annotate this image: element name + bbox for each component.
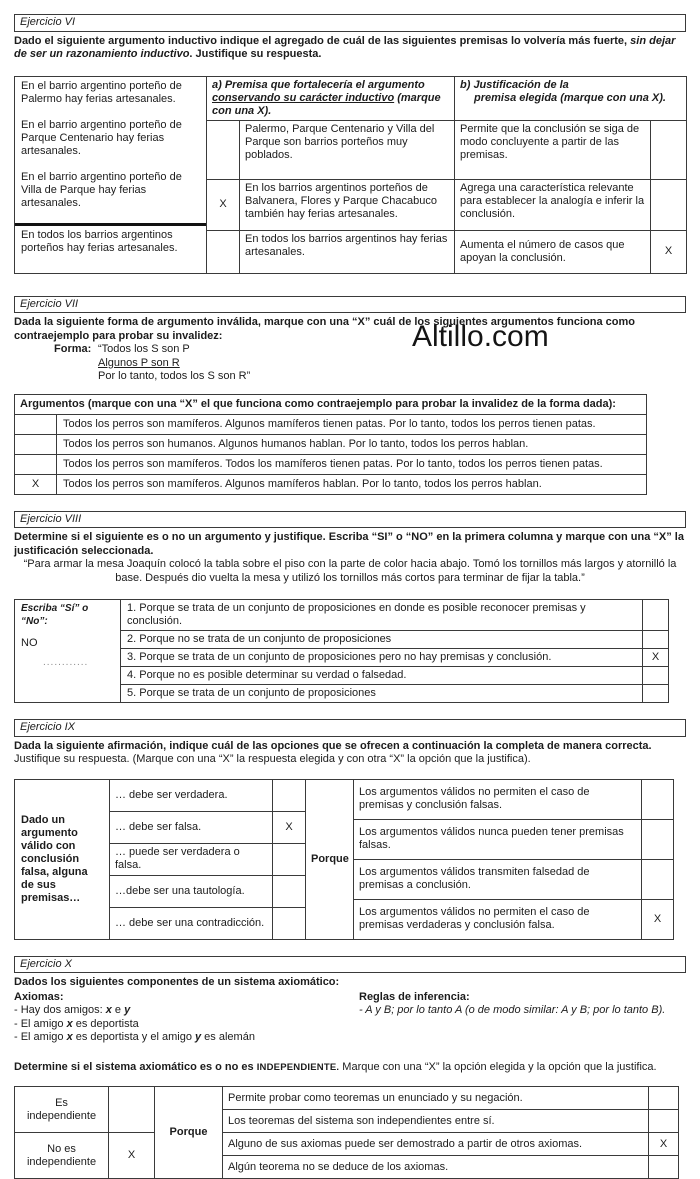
axiom-3 bbox=[14, 1031, 359, 1045]
exercise-x-options-table bbox=[14, 1086, 155, 1179]
exercise-viii-title: Ejercicio VIII bbox=[14, 511, 686, 529]
mark-cell bbox=[642, 819, 674, 859]
argument-option: Todos los perros son mamíferos. Algunos mamíferos tienen patas. Por lo tanto, todos los perros tienen patas. bbox=[57, 414, 647, 434]
premise-option: Palermo, Parque Centenario y Villa del Parque son barrios porteños muy poblados. bbox=[240, 120, 455, 179]
table-row bbox=[15, 434, 647, 454]
axiomatic-system-components bbox=[14, 991, 686, 1045]
mark-cell bbox=[109, 1087, 155, 1133]
justification-option: 3. Porque se trata de un conjunto de proposiciones pero no hay premisas y conclusión. bbox=[121, 649, 643, 667]
axiom-1-var2: y bbox=[124, 1004, 131, 1016]
mark-cell bbox=[649, 1110, 679, 1133]
exercise-vii-table bbox=[14, 394, 647, 495]
premise-option: En los barrios argentinos porteños de Balvanera, Flores y Parque Chacabuco también hay ferias artesanales. bbox=[240, 179, 455, 230]
form-line-3: Por lo tanto, todos los S son R” bbox=[98, 370, 251, 382]
answer-label: Escriba “Sí” o “No”: bbox=[21, 603, 89, 627]
table-row bbox=[15, 600, 669, 631]
argument-option: Todos los perros son mamíferos. Algunos mamíferos hablan. Por lo tanto, todos los perros hablan. bbox=[57, 474, 647, 494]
mark-cell bbox=[643, 600, 669, 631]
mark-cell bbox=[643, 685, 669, 703]
mark-cell: X bbox=[15, 474, 57, 494]
option-text: …debe ser una tautología. bbox=[110, 875, 273, 907]
arguments-header: Argumentos (marque con una “X” el que funciona como contraejemplo para probar la invalidez de la forma dada): bbox=[15, 394, 647, 414]
justification-option: Los argumentos válidos no permiten el caso de premisas verdaderas y conclusión falsa. bbox=[354, 899, 642, 939]
mark-cell bbox=[207, 120, 240, 179]
mark-cell bbox=[207, 230, 240, 273]
option-text: Es independiente bbox=[15, 1087, 109, 1133]
axiom-2-var1: x bbox=[66, 1017, 73, 1030]
axiom-3-var1: x bbox=[66, 1031, 73, 1043]
column-a-header-underlined: conservando su carácter inductivo bbox=[212, 91, 395, 104]
form-line-2: Algunos P son R bbox=[98, 356, 180, 369]
option-text: … puede ser verdadera o falsa. bbox=[110, 843, 273, 875]
exercise-x-instructions: Dados los siguientes componentes de un sistema axiomático: bbox=[14, 976, 340, 988]
porque-label: Porque bbox=[306, 779, 354, 939]
exercise-x-determine-line bbox=[14, 1061, 686, 1075]
table-row bbox=[15, 474, 647, 494]
exercise-vii-instructions: Dada la siguiente forma de argumento inválida, marque con una “X” cuál de los siguientes argumentos funciona como contraejemplo para probar su invalidez: bbox=[14, 316, 636, 342]
determine-keyword: INDEPENDIENTE. bbox=[256, 1061, 340, 1073]
premise-1: En el barrio argentino porteño de Palermo hay ferias artesanales. bbox=[21, 79, 182, 105]
justification-option: Alguno de sus axiomas puede ser demostrado a partir de otros axiomas. bbox=[223, 1133, 649, 1156]
exercise-vi-table bbox=[14, 76, 687, 274]
exercise-ix-options-table bbox=[14, 779, 306, 940]
form-label: Forma: bbox=[54, 343, 92, 355]
mark-cell: X bbox=[273, 811, 306, 843]
column-b-header-line2: premisa elegida (marque con una X). bbox=[474, 91, 666, 104]
argument-cell bbox=[15, 76, 207, 273]
column-b-header bbox=[455, 76, 687, 120]
exercise-vi-instructions-text: Dado el siguiente argumento inductivo indique el agregado de cuál de las siguientes premisas lo volvería más fuerte, bbox=[14, 34, 631, 47]
axiom-3-text3: es alemán bbox=[201, 1031, 255, 1043]
option-text: No es independiente bbox=[15, 1133, 109, 1179]
column-b-header-line1: b) Justificación de la bbox=[460, 78, 569, 91]
justification-option: Aumenta el número de casos que apoyan la conclusión. bbox=[455, 230, 651, 273]
mark-cell bbox=[642, 779, 674, 819]
mark-cell: X bbox=[651, 230, 687, 273]
exercise-ix-table bbox=[14, 779, 686, 940]
argument-option: Todos los perros son mamíferos. Todos los mamíferos tienen patas. Por lo tanto, todos los perros tienen patas. bbox=[57, 454, 647, 474]
justification-option: Los argumentos válidos transmiten falsedad de premisas a conclusión. bbox=[354, 859, 642, 899]
exercise-ix-justifications-table bbox=[305, 779, 674, 940]
mark-cell bbox=[643, 667, 669, 685]
justification-option: 2. Porque no se trata de un conjunto de proposiciones bbox=[121, 631, 643, 649]
mark-cell bbox=[273, 875, 306, 907]
exercise-vii-title: Ejercicio VII bbox=[14, 296, 686, 314]
determine-rest: Marque con una “X” la opción elegida y la opción que la justifica. bbox=[339, 1060, 657, 1073]
determine-text: Determine si el sistema axiomático es o no es bbox=[14, 1060, 257, 1073]
exercise-ix-instructions-regular: Justifique su respuesta. (Marque con una “X” la respuesta elegida y con otra “X” la opción que la justifica). bbox=[14, 753, 531, 765]
table-row bbox=[15, 1087, 155, 1133]
table-row bbox=[15, 454, 647, 474]
exercise-vi-instructions-end: . Justifique su respuesta. bbox=[189, 48, 322, 60]
mark-cell bbox=[15, 454, 57, 474]
statement-stem: Dado un argumento válido con conclusión falsa, alguna de sus premisas… bbox=[15, 779, 110, 939]
axiom-3-var2: y bbox=[195, 1031, 202, 1043]
conclusion: En todos los barrios argentinos porteños hay ferias artesanales. bbox=[21, 228, 178, 254]
justification-option: Los teoremas del sistema son independientes entre sí. bbox=[223, 1110, 649, 1133]
column-a-header-pre: a) Premisa que fortalecería el argumento bbox=[212, 78, 425, 91]
premise-option: En todos los barrios argentinos hay ferias artesanales. bbox=[240, 230, 455, 273]
table-row bbox=[306, 899, 674, 939]
mark-cell: X bbox=[642, 899, 674, 939]
axiom-3-text: - El amigo bbox=[14, 1031, 67, 1043]
exercise-vi-instructions-italic: sin dejar de ser un razonamiento inductivo bbox=[14, 34, 676, 60]
table-row bbox=[223, 1133, 679, 1156]
answer-cell bbox=[15, 600, 121, 703]
inference-rule: - A y B; por lo tanto A (o de modo similar: A y B; por lo tanto B). bbox=[359, 1004, 666, 1016]
altillo-watermark: Altillo.com bbox=[412, 320, 549, 353]
exercise-ix-title: Ejercicio IX bbox=[14, 719, 686, 737]
mark-cell bbox=[273, 907, 306, 939]
mark-cell: X bbox=[207, 179, 240, 230]
axiom-2-text2: es deportista bbox=[72, 1017, 139, 1030]
justification-option: Agrega una característica relevante para establecer la analogía e inferir la conclusión. bbox=[455, 179, 651, 230]
column-a-header bbox=[207, 76, 455, 120]
inference-line bbox=[15, 223, 206, 226]
justification-option: Permite probar como teoremas un enunciado y su negación. bbox=[223, 1087, 649, 1110]
axioms-column bbox=[14, 991, 359, 1045]
exercise-ix-instructions bbox=[14, 740, 686, 767]
mark-cell bbox=[15, 414, 57, 434]
table-row bbox=[15, 414, 647, 434]
justification-option: 1. Porque se trata de un conjunto de proposiciones en donde es posible reconocer premisas y conclusión. bbox=[121, 600, 643, 631]
axiom-1 bbox=[14, 1004, 359, 1018]
exercise-vi-instructions bbox=[14, 35, 686, 62]
column-a-header-post: (marque con una X). bbox=[212, 91, 441, 117]
justification-option: Permite que la conclusión se siga de modo concluyente a partir de las premisas. bbox=[455, 120, 651, 179]
mark-cell bbox=[649, 1087, 679, 1110]
justification-option: 5. Porque se trata de un conjunto de proposiciones bbox=[121, 685, 643, 703]
exercise-vi-title: Ejercicio VI bbox=[14, 14, 686, 32]
axiom-3-text2: es deportista y el amigo bbox=[72, 1031, 195, 1043]
axiom-1-text2: e bbox=[111, 1004, 125, 1016]
answer-value: NO bbox=[21, 637, 38, 649]
justification-option: Los argumentos válidos no permiten el caso de premisas y conclusión falsas. bbox=[354, 779, 642, 819]
mark-cell bbox=[651, 120, 687, 179]
premise-3: En el barrio argentino porteño de Villa de Parque hay ferias artesanales. bbox=[21, 170, 182, 209]
exercise-viii-instructions: Determine si el siguiente es o no un argumento y justifique. Escriba “SI” o “NO” en la primera columna y marque con una “X” la justificación seleccionada. bbox=[14, 531, 684, 557]
justification-option: 4. Porque no es posible determinar su verdad o falsedad. bbox=[121, 667, 643, 685]
mark-cell bbox=[273, 779, 306, 811]
mark-cell bbox=[273, 843, 306, 875]
table-row bbox=[15, 1133, 155, 1179]
table-row bbox=[306, 859, 674, 899]
exercise-ix-instructions-bold: Dada la siguiente afirmación, indique cuál de las opciones que se ofrecen a continuación la completa de manera correcta. bbox=[14, 739, 652, 752]
inference-rules-column bbox=[359, 991, 679, 1045]
option-text: … debe ser falsa. bbox=[110, 811, 273, 843]
axiom-2-text: - El amigo bbox=[14, 1017, 67, 1030]
premise-2: En el barrio argentino porteño de Parque Centenario hay ferias artesanales. bbox=[21, 118, 182, 157]
exercise-viii-passage: “Para armar la mesa Joaquín colocó la tabla sobre el piso con la parte de color hacia abajo. Tomó los tornillos más largos y atornilló la base. Después dio vuelta la mesa y utilizó los tornillos más cortos para terminar de fijar la tabla.” bbox=[23, 558, 677, 584]
mark-cell bbox=[643, 631, 669, 649]
table-row bbox=[15, 779, 306, 811]
table-row bbox=[306, 819, 674, 859]
mark-cell: X bbox=[643, 649, 669, 667]
argument-form bbox=[54, 343, 686, 384]
mark-cell bbox=[642, 859, 674, 899]
mark-cell: X bbox=[649, 1133, 679, 1156]
table-row bbox=[223, 1087, 679, 1110]
form-line-1: “Todos los S son P bbox=[98, 343, 190, 355]
table-row bbox=[223, 1156, 679, 1179]
option-text: … debe ser una contradicción. bbox=[110, 907, 273, 939]
exercise-x-justifications-table bbox=[222, 1086, 679, 1179]
mark-cell bbox=[651, 179, 687, 230]
mark-cell: X bbox=[109, 1133, 155, 1179]
axioms-label: Axiomas: bbox=[14, 990, 64, 1003]
axiom-1-var1: x bbox=[105, 1004, 112, 1016]
mark-cell bbox=[649, 1156, 679, 1179]
argument-option: Todos los perros son humanos. Algunos humanos hablan. Por lo tanto, todos los perros hablan. bbox=[57, 434, 647, 454]
exercise-x-table bbox=[14, 1086, 686, 1179]
justification-option: Los argumentos válidos nunca pueden tener premisas falsas. bbox=[354, 819, 642, 859]
table-row bbox=[223, 1110, 679, 1133]
axiom-1-text: - Hay dos amigos: bbox=[14, 1004, 106, 1016]
exercise-viii-table bbox=[14, 599, 669, 703]
porque-label: Porque bbox=[154, 1086, 223, 1179]
justification-option: Algún teorema no se deduce de los axiomas. bbox=[223, 1156, 649, 1179]
exercise-x-title: Ejercicio X bbox=[14, 956, 686, 974]
mark-cell bbox=[15, 434, 57, 454]
answer-dotted-line: ............ bbox=[43, 657, 89, 668]
option-text: … debe ser verdadera. bbox=[110, 779, 273, 811]
axiom-2 bbox=[14, 1018, 359, 1032]
table-row bbox=[306, 779, 674, 819]
rules-label: Reglas de inferencia: bbox=[359, 990, 470, 1003]
